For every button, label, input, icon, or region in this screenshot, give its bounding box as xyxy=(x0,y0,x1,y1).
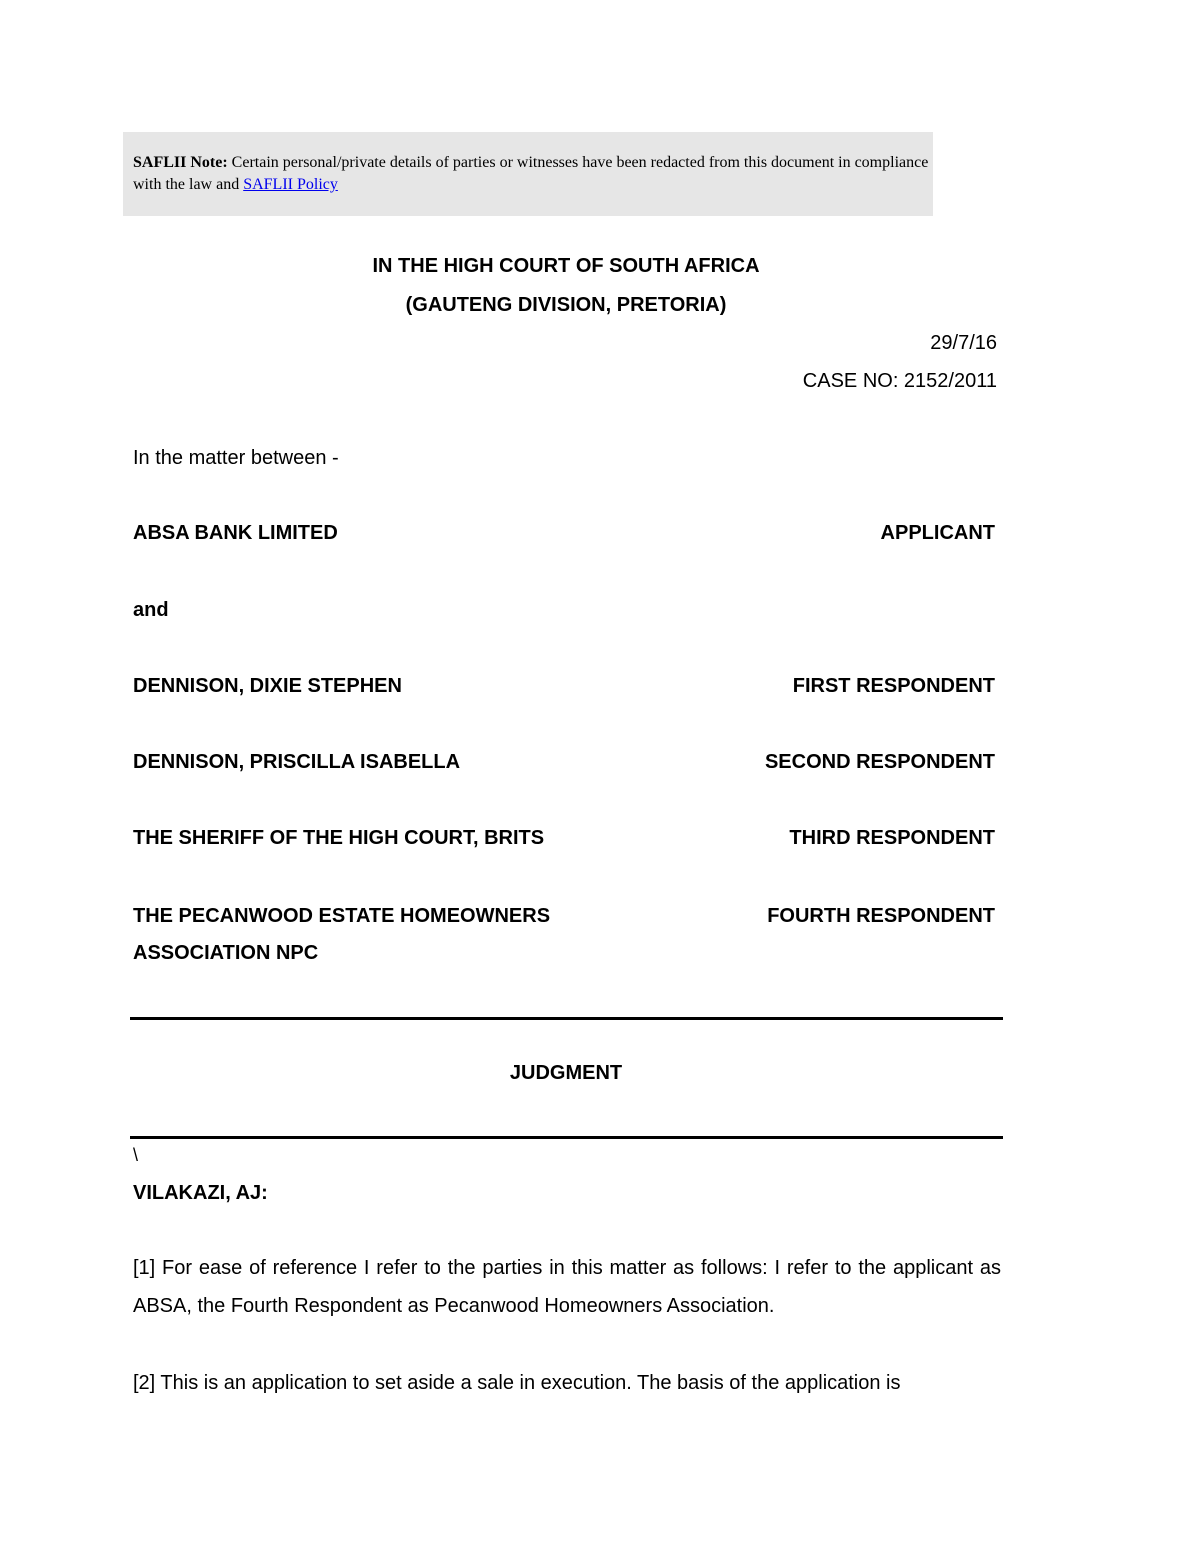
fourth-respondent-name-line1: THE PECANWOOD ESTATE HOMEOWNERS xyxy=(133,905,551,927)
third-respondent-name: THE SHERIFF OF THE HIGH COURT, BRITS xyxy=(133,827,545,849)
judge-name: VILAKAZI, AJ: xyxy=(133,1182,268,1204)
case-number: CASE NO: 2152/2011 xyxy=(802,370,997,392)
applicant-name: ABSA BANK LIMITED xyxy=(133,522,338,544)
fourth-respondent-name-line2: ASSOCIATION NPC xyxy=(133,942,319,964)
applicant-role: APPLICANT xyxy=(880,522,995,544)
court-name: IN THE HIGH COURT OF SOUTH AFRICA xyxy=(372,255,760,277)
note-text: Certain personal/private details of parties or witnesses have been redacted from this document in compliance with the law and xyxy=(133,154,929,193)
note-label: SAFLII Note: xyxy=(133,154,228,171)
third-respondent-role: THIRD RESPONDENT xyxy=(789,827,995,849)
first-respondent-role: FIRST RESPONDENT xyxy=(792,675,995,697)
saflii-policy-link[interactable]: SAFLII Policy xyxy=(243,176,338,193)
stray-backslash: \ xyxy=(133,1145,139,1165)
matter-intro: In the matter between - xyxy=(133,447,339,469)
court-division: (GAUTENG DIVISION, PRETORIA) xyxy=(405,294,727,316)
fourth-respondent-role: FOURTH RESPONDENT xyxy=(767,905,995,927)
first-respondent-name: DENNISON, DIXIE STEPHEN xyxy=(133,675,402,697)
judgment-date: 29/7/16 xyxy=(930,332,997,354)
saflii-note-box xyxy=(123,132,933,216)
paragraph-1: [1] For ease of reference I refer to the parties in this matter as follows: I refer to the applicant as ABSA, the Fourth Respondent as Pecanwood Homeowners Association. xyxy=(133,1257,1001,1317)
bottom-divider xyxy=(130,1136,1003,1139)
top-divider xyxy=(130,1017,1003,1020)
second-respondent-name: DENNISON, PRISCILLA ISABELLA xyxy=(133,751,461,773)
and-separator: and xyxy=(133,599,169,621)
judgment-title: JUDGMENT xyxy=(509,1062,623,1084)
paragraph-2: [2] This is an application to set aside a sale in execution. The basis of the application is xyxy=(133,1372,901,1394)
second-respondent-role: SECOND RESPONDENT xyxy=(764,751,995,773)
